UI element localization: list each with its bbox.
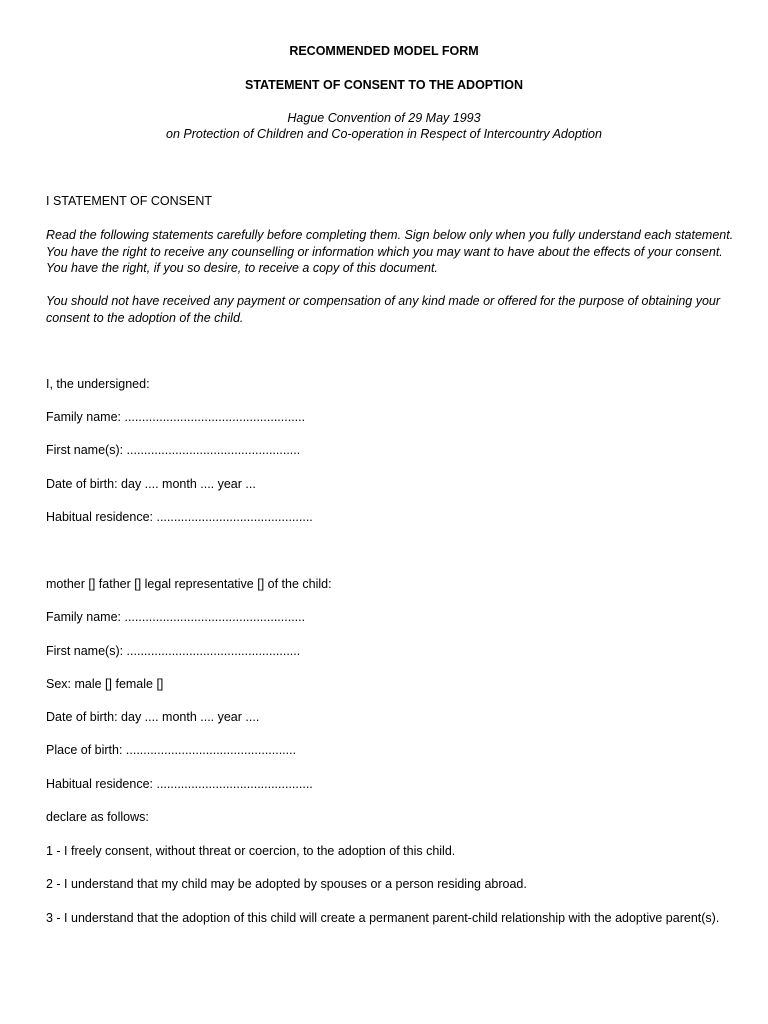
payment-notice-paragraph: You should not have received any payment or compensation of any kind made or offered for the purpose of obtaining your consent to the adoption of the child.: [46, 294, 721, 325]
child-first-names-field: First name(s): ..................................................: [46, 644, 301, 658]
child-sex-field: Sex: male [] female []: [46, 677, 164, 691]
undersigned-date-of-birth-field: Date of birth: day .... month .... year ...: [46, 477, 256, 491]
declarations-intro: declare as follows:: [46, 810, 149, 824]
child-place-of-birth-field: Place of birth: .................................................: [46, 743, 297, 757]
declaration-item-1: 1 - I freely consent, without threat or coercion, to the adoption of this child.: [46, 844, 456, 858]
form-title: RECOMMENDED MODEL FORM: [289, 44, 479, 58]
child-family-name-field: Family name: ....................................................: [46, 610, 306, 624]
child-date-of-birth-field: Date of birth: day .... month .... year ....: [46, 710, 260, 724]
convention-line-1: Hague Convention of 29 May 1993: [287, 111, 481, 125]
undersigned-habitual-residence-field: Habitual residence: .............................................: [46, 510, 313, 524]
section-heading: I STATEMENT OF CONSENT: [46, 194, 212, 208]
undersigned-intro: I, the undersigned:: [46, 377, 150, 391]
child-relation-line: mother [] father [] legal representative [] of the child:: [46, 577, 332, 591]
child-habitual-residence-field: Habitual residence: .............................................: [46, 777, 313, 791]
declaration-item-3: 3 - I understand that the adoption of this child will create a permanent parent-child relationship with the adoptive parent(s).: [46, 911, 720, 925]
declaration-item-2: 2 - I understand that my child may be adopted by spouses or a person residing abroad.: [46, 877, 527, 891]
convention-line-2: on Protection of Children and Co-operation in Respect of Intercountry Adoption: [166, 127, 602, 141]
undersigned-family-name-field: Family name: ....................................................: [46, 410, 306, 424]
undersigned-first-names-field: First name(s): ..................................................: [46, 443, 301, 457]
statement-title: STATEMENT OF CONSENT TO THE ADOPTION: [244, 78, 523, 92]
instructions-paragraph: Read the following statements carefully before completing them. Sign below only when you fully understand each statement. You have the right to receive any counselling or information which you may want to have about the effects of your consent. You have the right, if you so desire, to receive a copy of this document.: [46, 228, 734, 275]
